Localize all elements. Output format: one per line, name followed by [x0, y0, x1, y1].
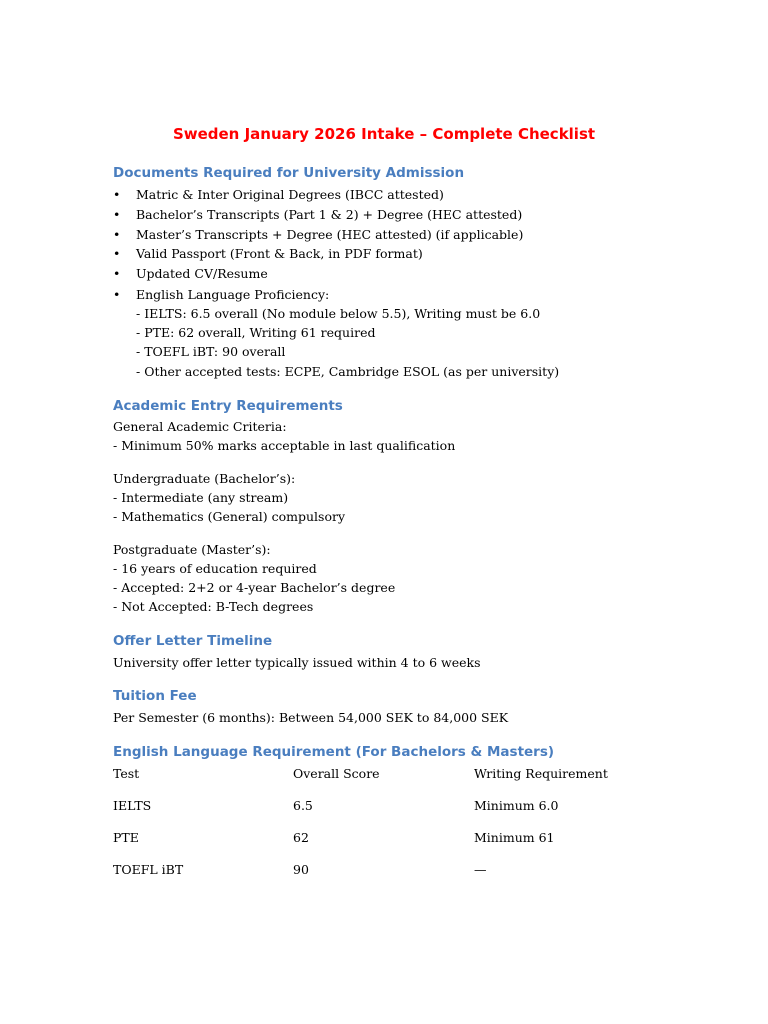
document-title: Sweden January 2026 Intake – Complete Checklist	[172, 125, 596, 143]
list-item-text: Matric & Inter Original Degrees (IBCC attested)	[136, 187, 444, 202]
table-cell: TOEFL iBT	[113, 862, 184, 877]
english-sub-item: - IELTS: 6.5 overall (No module below 5.5), Writing must be 6.0	[136, 306, 541, 321]
table-cell: 62	[293, 830, 309, 845]
table-cell: PTE	[113, 830, 139, 845]
table-cell: 90	[293, 862, 309, 877]
list-item-text: Valid Passport (Front & Back, in PDF format)	[136, 246, 423, 261]
table-header-test: Test	[113, 766, 140, 781]
undergraduate-item: - Intermediate (any stream)	[113, 490, 289, 505]
list-item-text: Master’s Transcripts + Degree (HEC attested) (if applicable)	[136, 227, 524, 242]
table-cell: Minimum 6.0	[474, 798, 559, 813]
table-cell: 6.5	[293, 798, 313, 813]
undergraduate-item: - Mathematics (General) compulsory	[113, 509, 346, 524]
academic-heading: Academic Entry Requirements	[113, 398, 343, 414]
undergraduate-label: Undergraduate (Bachelor’s):	[113, 471, 296, 486]
english-sub-item: - PTE: 62 overall, Writing 61 required	[136, 325, 376, 340]
tuition-heading: Tuition Fee	[113, 688, 197, 704]
bullet-icon: •	[113, 187, 121, 202]
bullet-icon: •	[113, 246, 121, 261]
tuition-text: Per Semester (6 months): Between 54,000 SEK to 84,000 SEK	[113, 710, 509, 725]
table-header-overall: Overall Score	[293, 766, 380, 781]
english-table-heading: English Language Requirement (For Bachelors & Masters)	[113, 744, 555, 760]
documents-heading: Documents Required for University Admission	[113, 165, 465, 181]
table-header-writing: Writing Requirement	[474, 766, 608, 781]
postgraduate-item: - 16 years of education required	[113, 561, 317, 576]
table-cell: —	[474, 862, 487, 877]
table-cell: Minimum 61	[474, 830, 555, 845]
bullet-icon: •	[113, 227, 121, 242]
bullet-icon: •	[113, 287, 121, 302]
english-sub-item: - Other accepted tests: ECPE, Cambridge ESOL (as per university)	[136, 364, 560, 379]
offer-text: University offer letter typically issued within 4 to 6 weeks	[113, 655, 481, 670]
table-cell: IELTS	[113, 798, 152, 813]
general-criteria-item: - Minimum 50% marks acceptable in last qualification	[113, 438, 456, 453]
english-sub-item: - TOEFL iBT: 90 overall	[136, 344, 286, 359]
postgraduate-item: - Accepted: 2+2 or 4-year Bachelor’s degree	[113, 580, 396, 595]
bullet-icon: •	[113, 207, 121, 222]
general-criteria-label: General Academic Criteria:	[113, 419, 287, 434]
postgraduate-label: Postgraduate (Master’s):	[113, 542, 271, 557]
offer-heading: Offer Letter Timeline	[113, 633, 273, 649]
postgraduate-item: - Not Accepted: B-Tech degrees	[113, 599, 314, 614]
list-item-text: Updated CV/Resume	[136, 266, 268, 281]
list-item-text: Bachelor’s Transcripts (Part 1 & 2) + Degree (HEC attested)	[136, 207, 523, 222]
bullet-icon: •	[113, 266, 121, 281]
list-item-text: English Language Proficiency:	[136, 287, 330, 302]
